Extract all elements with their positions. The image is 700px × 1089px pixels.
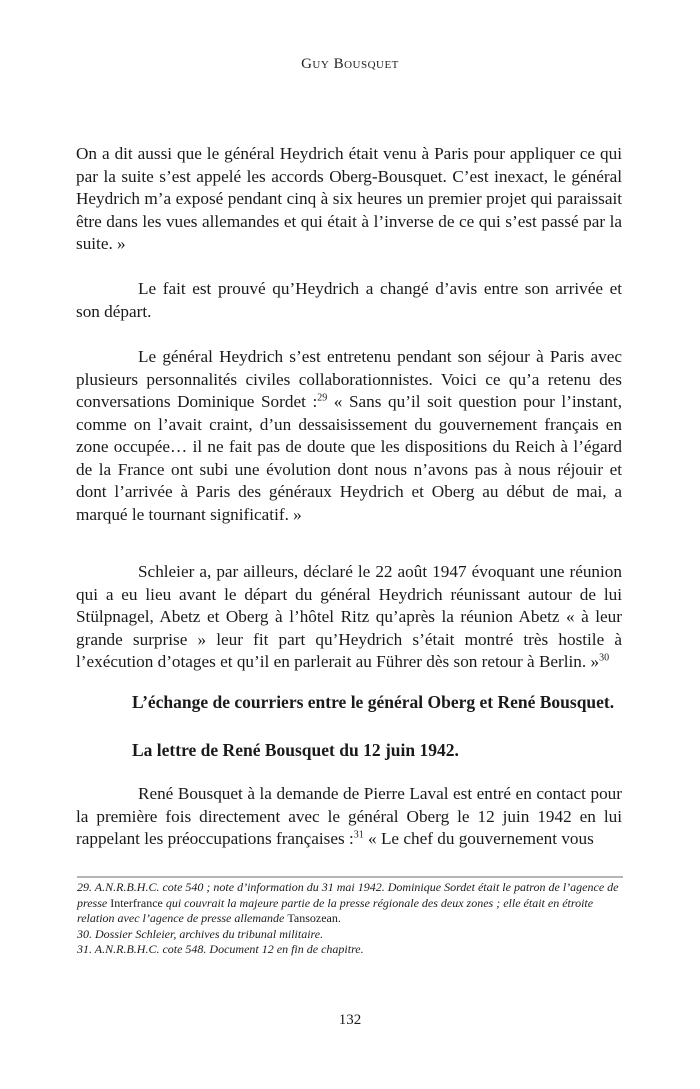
text-run: 29. A.N.R.B.H.C. cote 540 ; note d’information du 31 mai 1942. Dominique Sordet était le patron de l’agence de presse xyxy=(77,880,619,910)
paragraph-quote-end xyxy=(76,143,622,256)
paragraph-text: Le fait est prouvé qu’Heydrich a changé d’avis entre son arrivée et son départ. xyxy=(76,279,622,321)
footnote-29 xyxy=(77,880,623,927)
paragraph-bousquet-contact xyxy=(76,783,622,851)
footnote-separator xyxy=(77,876,623,878)
footnotes xyxy=(77,880,623,958)
text-run: « Sans qu’il soit question pour l’instant, comme on l’avait craint, d’un dessaisissement du gouvernement français en zone occupée… il ne fait pas de doute que les dispositions du Reich à l’égard de la France ont subi une évolution dont nous n’avons pas à nous réjouir et dont l’arrivée à Paris des généraux Heydrich et Oberg au début de mai, a marqué le tournant significatif. » xyxy=(76,392,623,524)
subsection-heading: La lettre de René Bousquet du 12 juin 1942. xyxy=(132,740,459,760)
text-run: Tansozean xyxy=(287,911,338,925)
paragraph-schleier xyxy=(76,561,622,674)
footnote-ref-31[interactable]: 31 xyxy=(353,829,364,841)
paragraph-heydrich-changed xyxy=(76,278,622,323)
footnote-ref-29[interactable]: 29 xyxy=(317,392,328,404)
footnote-31: 31. A.N.R.B.H.C. cote 548. Document 12 en fin de chapitre. xyxy=(77,942,364,956)
text-run: « Le chef du gouvernement vous xyxy=(363,829,594,848)
text-run: Schleier a, par ailleurs, déclaré le 22 août 1947 évoquant une réunion qui a eu lieu avant le départ du général Heydrich réunissant autour de lui Stülpnagel, Abetz et Oberg à l’hôtel Ritz qu’après la réunion Abetz « à leur grande surprise » leur fit part qu’Heydrich s’était montré très hostile à l’exécution d’otages et qu’il en parlerait au Führer dès son retour à Berlin. » xyxy=(76,562,622,671)
paragraph-sordet xyxy=(76,346,622,526)
footnote-ref-30[interactable]: 30 xyxy=(599,652,610,664)
paragraph-text xyxy=(76,346,622,526)
section-heading: L’échange de courriers entre le général Oberg et René Bousquet. xyxy=(132,692,615,712)
paragraph-text xyxy=(76,561,622,674)
text-run: René Bousquet à la demande de Pierre Laval est entré en contact pour la première fois directement avec le général Oberg le 12 juin 1942 en lui rappelant les préoccupations françaises : xyxy=(76,784,622,848)
text-run: Interfrance xyxy=(110,895,163,910)
footnote-30: 30. Dossier Schleier, archives du tribunal militaire. xyxy=(77,926,324,941)
page-number: 132 xyxy=(338,1012,362,1028)
running-head: Guy Bousquet xyxy=(301,56,399,72)
paragraph-text: On a dit aussi que le général Heydrich était venu à Paris pour appliquer ce qui par la suite s’est appelé les accords Oberg-Bousquet. C’est inexact, le général Heydrich m’a exposé pendant cinq à six heures un premier projet qui paraissait être dans les vues allemandes et qui était à l’inverse de ce qui s’est passé par la suite. » xyxy=(76,144,622,253)
paragraph-text xyxy=(76,783,622,851)
text-run: Le général Heydrich s’est entretenu pendant son séjour à Paris avec plusieurs personnalités civiles collaborationnistes. Voici ce qu’a retenu des conversations Dominique Sordet : xyxy=(76,347,622,411)
text-run: qui couvrait la majeure partie de la presse régionale des deux zones ; elle était en étroite relation avec l’agence de presse allemande xyxy=(77,895,594,925)
text-run: . xyxy=(337,911,341,925)
